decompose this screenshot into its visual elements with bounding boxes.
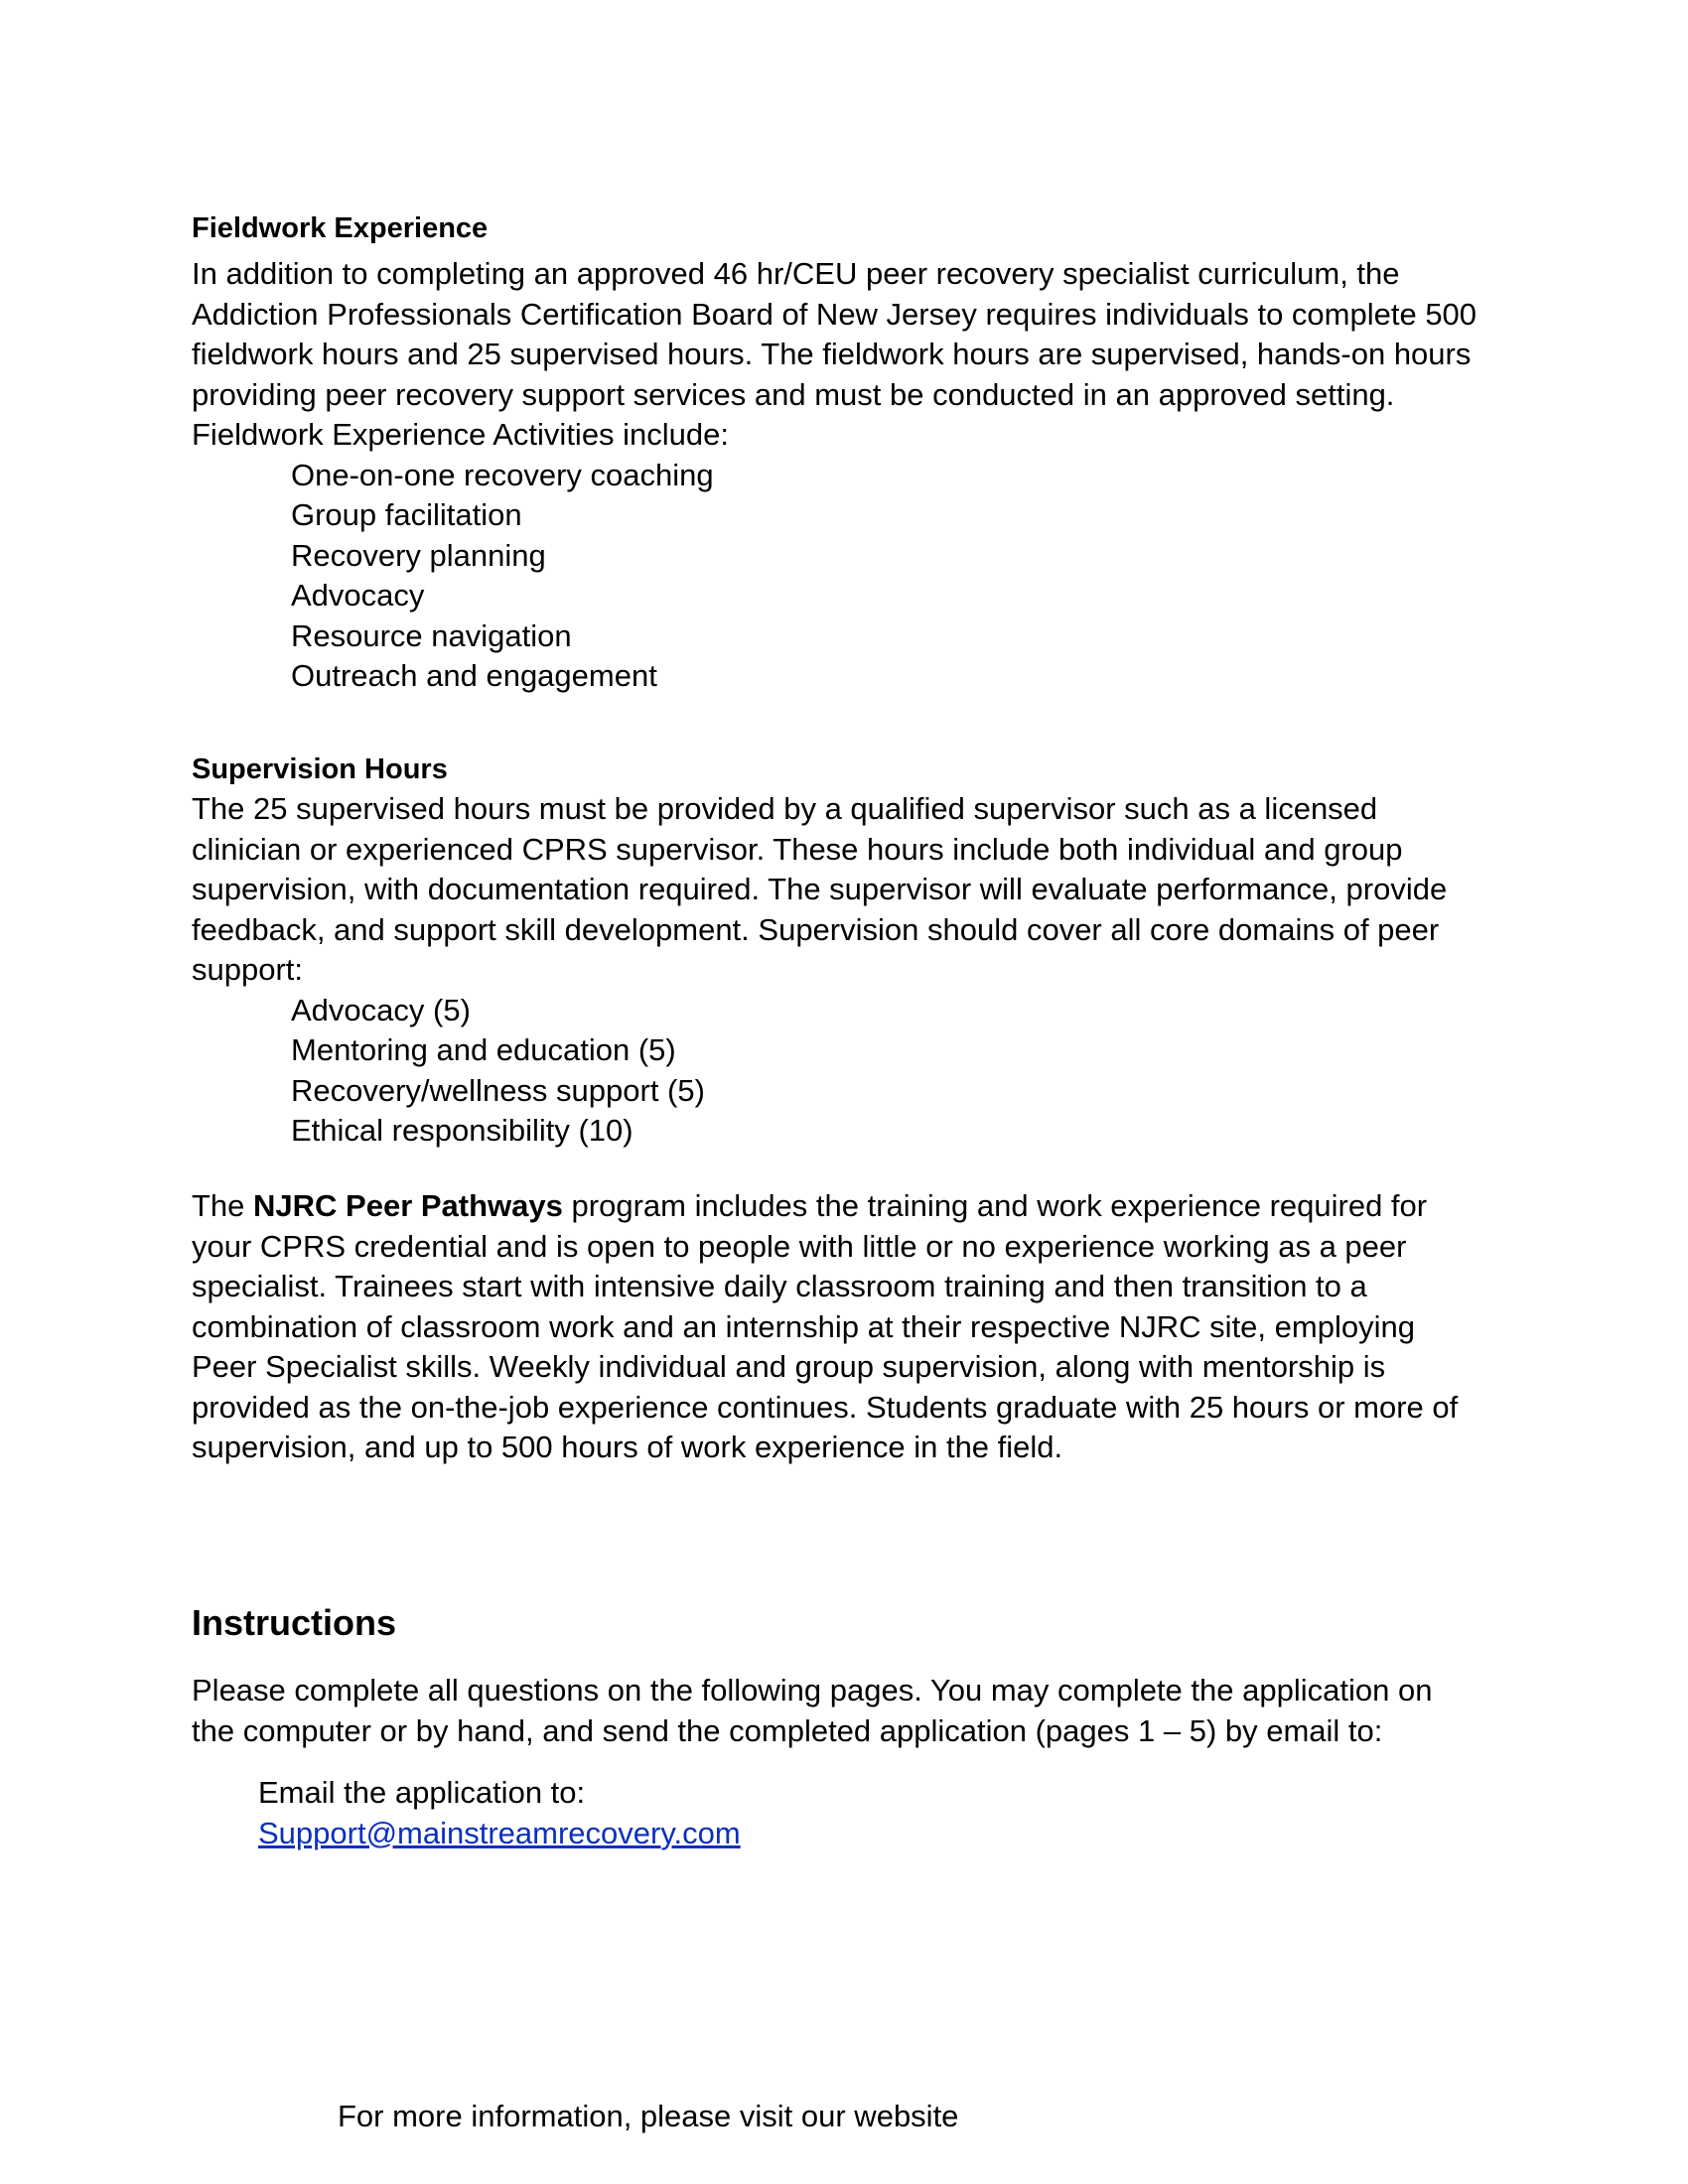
program-paragraph [192,1186,1482,1468]
program-section [192,1186,1482,1468]
email-link[interactable]: Support@mainstreamrecovery.com [258,1815,741,1850]
supervision-heading: Supervision Hours [192,753,448,785]
program-lead: The [192,1188,254,1223]
email-label: Email the application to: [258,1775,586,1810]
footer [338,2097,1529,2137]
instructions-body: Please complete all questions on the following pages. You may complete the application on the computer or by hand, and send the completed application (pages 1 – 5) by email to: [192,1673,1433,1748]
list-item: Advocacy (5) [291,992,471,1027]
fieldwork-intro: In addition to completing an approved 46 hr/CEU peer recovery specialist curriculum, the Addiction Professionals Certification Board of New Jersey requires individuals to complete 500 fieldwork hours and 25 supervised hours. The fieldwork hours are supervised, hands-on hours providing peer recovery support services and must be conducted in an approved setting. Fieldwork Experience Activities include: [192,256,1477,452]
list-item: Outreach and engagement [291,658,657,693]
list-item: Resource navigation [291,617,572,653]
supervision-section [192,750,1482,1152]
list-item: Advocacy [291,578,425,613]
list-item: Ethical responsibility (10) [291,1113,633,1148]
instructions-section [192,1600,1482,1853]
list-item: Mentoring and education (5) [291,1032,676,1067]
footer-text: For more information, please visit our website [338,2099,959,2133]
fieldwork-section [192,208,1482,697]
list-item: Recovery/wellness support (5) [291,1072,705,1108]
supervision-intro: The 25 supervised hours must be provided by a qualified supervisor such as a licensed clinician or experienced CPRS supervisor. These hours include both individual and group supervision, with documentation required. The supervisor will evaluate performance, provide feedback, and support skill development. Supervision should cover all core domains of peer support: [192,791,1448,987]
email-block [192,1773,1482,1853]
instructions-title: Instructions [192,1602,397,1643]
list-item: Recovery planning [291,537,546,573]
fieldwork-activities-list [192,456,1482,697]
list-item: One-on-one recovery coaching [291,457,714,492]
list-item: Group facilitation [291,497,522,532]
program-body: program includes the training and work experience required for your CPRS credential and is open to people with little or no experience working as a peer specialist. Trainees start with intensive daily classroom training and then transition to a combination of classroom work and an internship at their respective NJRC site, employing Peer Specialist skills. Weekly individual and group supervision, along with mentorship is provided as the on-the-job experience continues. Students graduate with 25 hours or more of supervision, and up to 500 hours of work experience in the field. [192,1188,1459,1464]
supervision-domains-list [192,991,1482,1152]
fieldwork-heading: Fieldwork Experience [192,212,489,244]
program-name: NJRC Peer Pathways [253,1188,563,1223]
